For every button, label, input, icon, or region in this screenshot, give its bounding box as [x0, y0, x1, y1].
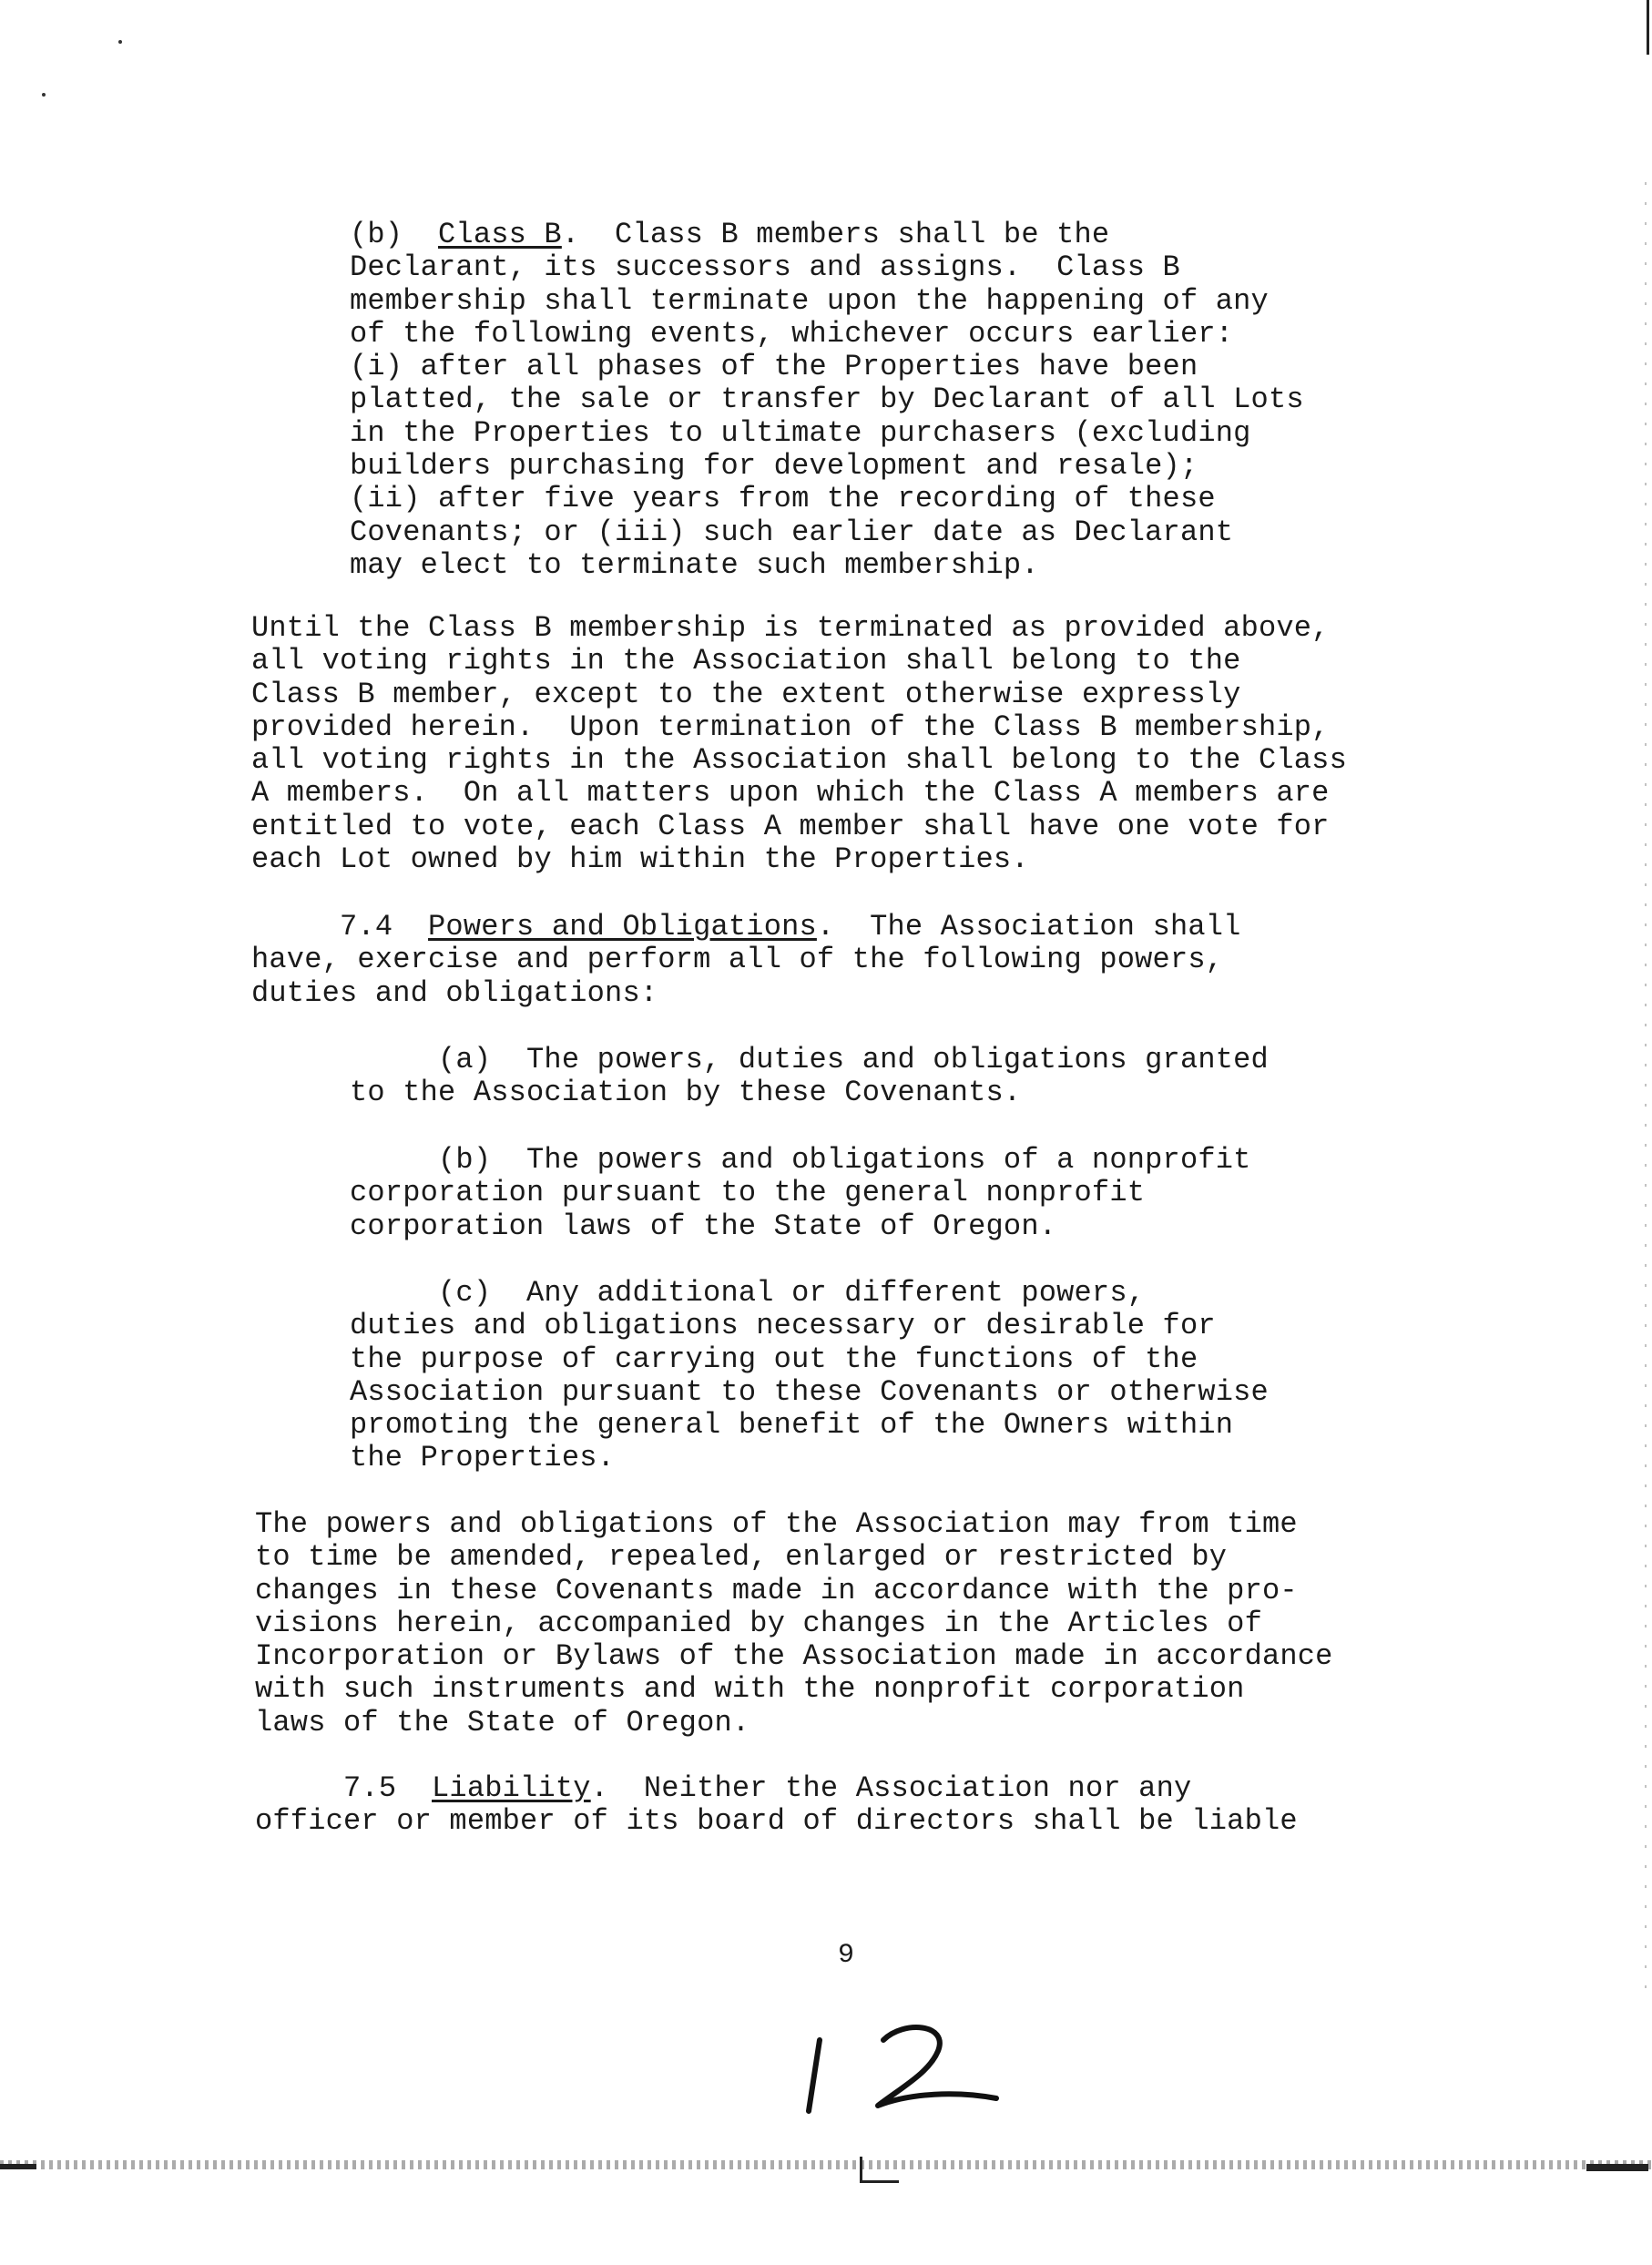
scan-speck — [118, 40, 122, 44]
section-7-5-heading: Liability — [432, 1771, 591, 1805]
scan-bottom-left-mark — [0, 2164, 36, 2169]
section-7-4-paragraph — [251, 911, 1241, 1010]
section-7-4-text: . The Association shall have, exercise and perform all of the following powers, duties and obligations: — [251, 910, 1241, 1010]
powers-amendment-paragraph: The powers and obligations of the Association may from time to time be amended, repealed, enlarged or restricted by changes in these Covenants made in accordance with the pro- visions herein, accompanied by changes in the Articles of Incorporation or Bylaws of the Association made in accordance with such instruments and with the nonprofit corporation laws of the State of Oregon. — [255, 1507, 1333, 1740]
class-b-text: . Class B members shall be the Declarant, its successors and assigns. Class B membership shall terminate upon the happening of any of the following events, whichever occurs earlier: (i) after all phases of the Properties have been platted, the sale or transfer by Declarant of all Lots in the Properties to ultimate purchasers (excluding builders purchasing for development and resale); (ii) after five years from the recording of these Covenants; or (iii) such earlier date as Declarant may elect to terminate such membership. — [350, 218, 1304, 582]
bottom-bracket-mark — [860, 2157, 899, 2183]
item-b-paragraph: (b) The powers and obligations of a nonprofit corporation pursuant to the general nonprofit corporation laws of the State of Oregon. — [350, 1143, 1251, 1243]
scan-bottom-edge — [0, 2160, 1652, 2169]
section-7-4-number: 7.4 — [340, 910, 429, 944]
scan-bottom-right-mark — [1586, 2164, 1648, 2171]
section-7-4-indent — [251, 910, 340, 944]
item-a-paragraph: (a) The powers, duties and obligations granted to the Association by these Covenants. — [350, 1043, 1269, 1110]
section-7-4-heading: Powers and Obligations — [428, 910, 817, 944]
scan-speck — [42, 93, 46, 97]
scan-edge-dots — [1645, 182, 1647, 2004]
handwritten-page-number — [801, 2004, 1020, 2131]
section-7-5-number: 7.5 — [343, 1771, 433, 1805]
section-7-5-paragraph — [255, 1772, 1298, 1839]
section-7-5-indent — [255, 1771, 343, 1805]
scan-edge-mark — [1647, 0, 1649, 55]
class-b-heading: Class B — [438, 218, 562, 251]
section-7-5-text: . Neither the Association nor any officer or member of its board of directors shall be liable — [255, 1771, 1298, 1839]
voting-rights-paragraph: Until the Class B membership is terminated as provided above, all voting rights in the Association shall belong to the Class B member, except to the extent otherwise expressly provided herein. Upon termination of the Class B membership, all voting rights in the Association shall belong to the Class A members. On all matters upon which the Class A members are entitled to vote, each Class A member shall have one vote for each Lot owned by him within the Properties. — [251, 611, 1347, 877]
item-c-paragraph: (c) Any additional or different powers, duties and obligations necessary or desirable for the purpose of carrying out the functions of the Association pursuant to these Covenants or otherwise promoting the general benefit of the Owners within the Properties. — [350, 1276, 1269, 1475]
class-b-paragraph — [350, 219, 1304, 582]
class-b-lead: (b) — [350, 218, 439, 251]
page-number: 9 — [838, 1940, 855, 1971]
